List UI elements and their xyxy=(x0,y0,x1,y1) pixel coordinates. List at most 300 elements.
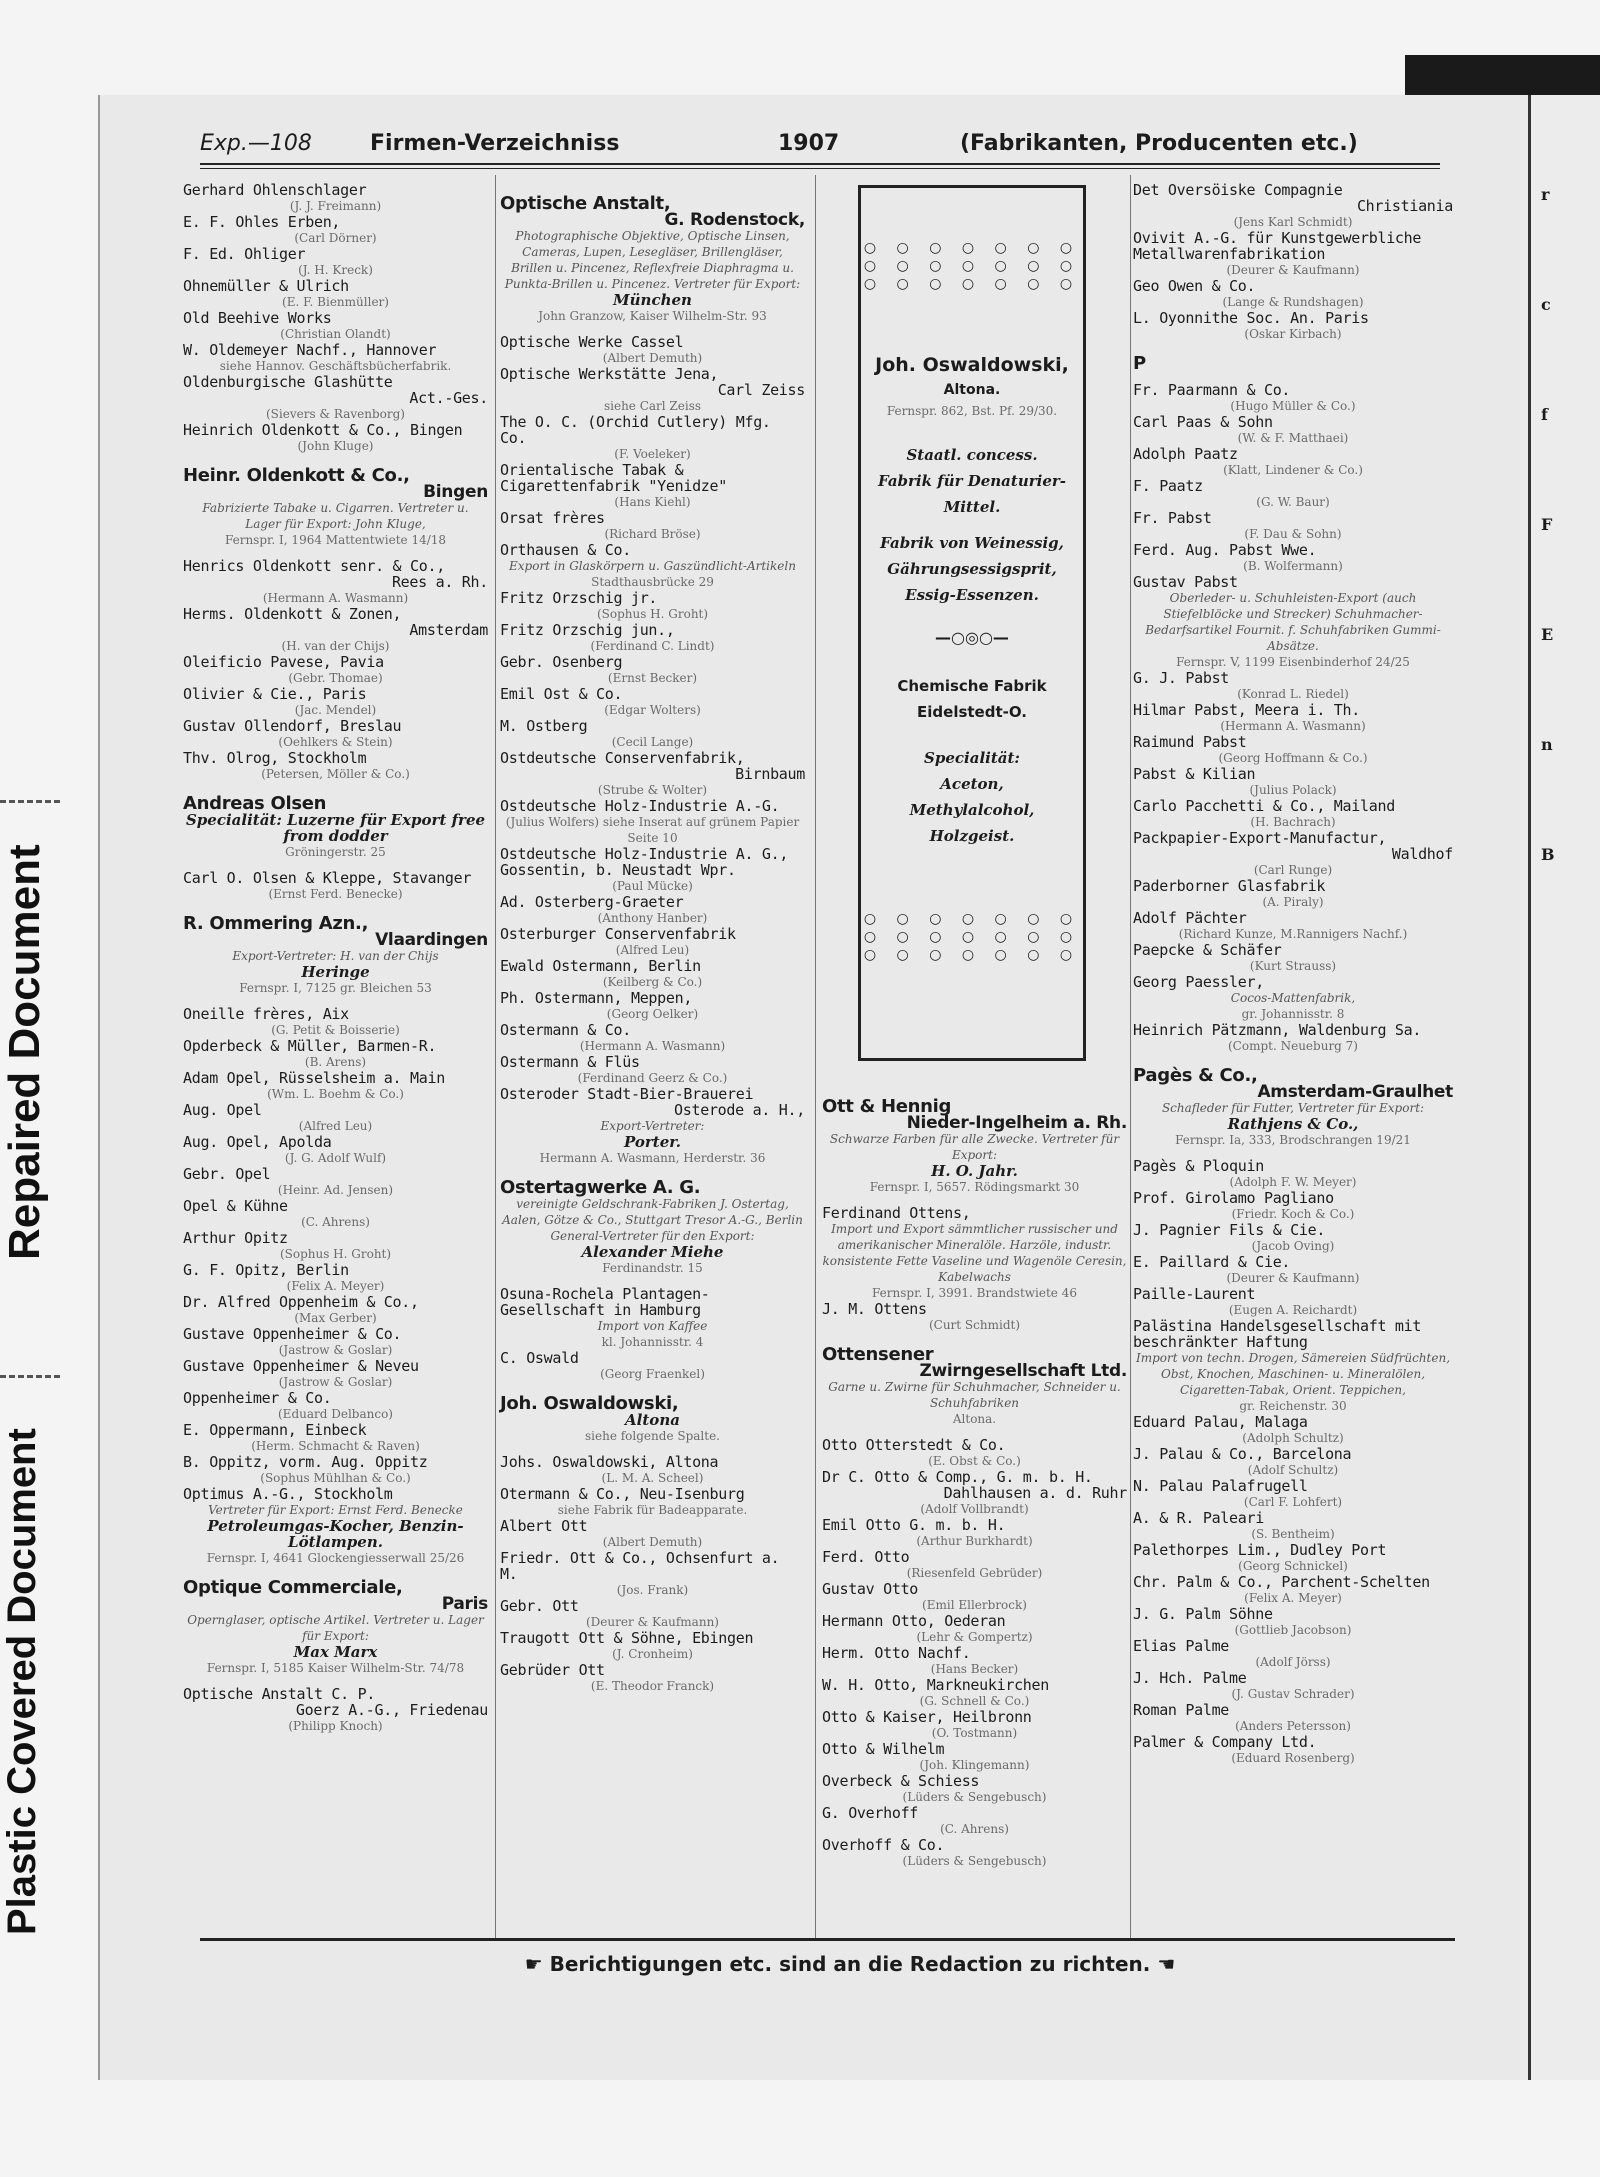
directory-entry xyxy=(500,1518,805,1550)
directory-entry xyxy=(500,366,805,414)
footer-rule xyxy=(200,1938,1455,1941)
firm-name: Ovivit A.-G. für Kunstgewerbliche Metallwarenfabrikation xyxy=(1133,229,1422,263)
firm-agent: (E. F. Bienmüller) xyxy=(282,295,389,309)
firm-name: Prof. Girolamo Pagliano xyxy=(1133,1189,1334,1207)
directory-entry xyxy=(822,1096,1127,1195)
directory-entry xyxy=(1133,1510,1453,1542)
firm-agent: (Eduard Delbanco) xyxy=(278,1407,393,1421)
firm-agent: Gröningerstr. 25 xyxy=(285,845,386,859)
firm-name: Hilmar Pabst, Meera i. Th. xyxy=(1133,701,1361,719)
firm-agent: (Hans Kiehl) xyxy=(614,495,691,509)
firm-agent: Fernspr. I, 3991. Brandstwiete 46 xyxy=(872,1286,1077,1300)
ornament-dots: ○ ○ ○ ○ ○ ○ ○ xyxy=(863,258,1081,274)
directory-entry xyxy=(183,246,488,278)
directory-entry xyxy=(822,1773,1127,1805)
ad-company-name: Joh. Oswaldowski, xyxy=(875,354,1069,376)
cut-line-bottom xyxy=(0,1375,60,1378)
cut-line-top xyxy=(0,800,60,803)
firm-name: Fr. Paarmann & Co. xyxy=(1133,381,1291,399)
firm-name: Hermann Otto, Oederan xyxy=(822,1612,1006,1630)
firm-name: Pagès & Ploquin xyxy=(1133,1157,1264,1175)
firm-name: Olivier & Cie., Paris xyxy=(183,685,367,703)
firm-agent: (Hermann A. Wasmann) xyxy=(1220,719,1366,733)
firm-agent: siehe Hannov. Geschäftsbücherfabrik. xyxy=(219,359,452,373)
firm-agent: (Anders Petersson) xyxy=(1235,1719,1351,1733)
firm-location: Bingen xyxy=(423,482,488,502)
firm-specialty: Alexander Miehe xyxy=(581,1243,724,1261)
directory-entry xyxy=(822,1344,1127,1427)
firm-description: Photographische Objektive, Optische Linsen, Cameras, Lupen, Lesegläser, Brillengläser, Brillen u. Pincenez, Reflexfreie Diaphragma u. Punkta-Brillen u. Pincenez. Vertreter für Export: xyxy=(504,229,801,291)
directory-entry xyxy=(1133,798,1453,830)
firm-agent: Hermann A. Wasmann, Herderstr. 36 xyxy=(539,1151,766,1165)
directory-entry xyxy=(1133,278,1453,310)
firm-name: J. Pagnier Fils & Cie. xyxy=(1133,1221,1326,1239)
firm-agent: (Sophus H. Groht) xyxy=(279,1247,392,1261)
directory-entry xyxy=(822,1549,1127,1581)
directory-entry xyxy=(1133,1065,1453,1148)
firm-agent: (J. H. Kreck) xyxy=(298,263,373,277)
directory-entry xyxy=(1133,414,1453,446)
firm-agent: (Ernst Becker) xyxy=(607,671,698,685)
firm-name: Oppenheimer & Co. xyxy=(183,1389,332,1407)
firm-name: Otermann & Co., Neu-Isenburg xyxy=(500,1485,745,1503)
directory-entry xyxy=(183,1166,488,1198)
firm-description: Export-Vertreter: xyxy=(600,1119,705,1133)
firm-location: Amsterdam xyxy=(409,621,488,639)
firm-location: Paris xyxy=(441,1594,488,1614)
firm-agent: (J. J. Freimann) xyxy=(289,199,382,213)
firm-agent: (Alfred Leu) xyxy=(298,1119,373,1133)
firm-name: Otto & Kaiser, Heilbronn xyxy=(822,1708,1032,1726)
firm-agent: (Sophus Mühlhan & Co.) xyxy=(260,1471,411,1485)
pointing-hand-icon: ☛ xyxy=(524,1952,550,1976)
firm-description: Vertreter für Export: Ernst Ferd. Benecke xyxy=(208,1503,463,1517)
directory-entry xyxy=(1133,1286,1453,1318)
ad-phone: Fernspr. 862, Bst. Pf. 29/30. xyxy=(886,404,1058,418)
firm-name: Ohnemüller & Ulrich xyxy=(183,277,349,295)
firm-agent: gr. Johannisstr. 8 xyxy=(1241,1007,1345,1021)
firm-name: Gustave Oppenheimer & Neveu xyxy=(183,1357,419,1375)
directory-entry xyxy=(1133,1190,1453,1222)
firm-agent: (Cecil Lange) xyxy=(611,735,694,749)
ad-line: Fabrik für Denaturier-Mittel. xyxy=(877,472,1067,516)
ad-ornament: —○◎○— xyxy=(935,628,1009,647)
firm-agent: (G. W. Baur) xyxy=(1256,495,1330,509)
firm-agent: Fernspr. Ia, 333, Brodschrangen 19/21 xyxy=(1175,1133,1411,1147)
firm-name: Georg Paessler, xyxy=(1133,973,1264,991)
directory-entry xyxy=(183,1454,488,1486)
ad-city: Altona. xyxy=(943,382,1001,398)
firm-name: G. Overhoff xyxy=(822,1804,919,1822)
directory-entry xyxy=(183,465,488,548)
firm-location: Nieder-Ingelheim a. Rh. xyxy=(906,1113,1127,1133)
ornament-dots: ○ ○ ○ ○ ○ ○ ○ xyxy=(863,929,1081,945)
firm-name: Fritz Orzschig jr. xyxy=(500,589,658,607)
firm-agent: (Adolf Jörss) xyxy=(1255,1655,1331,1669)
firm-name: Gebr. Ott xyxy=(500,1597,579,1615)
firm-agent: (Jens Karl Schmidt) xyxy=(1233,215,1353,229)
header-rule xyxy=(200,163,1440,165)
firm-name: Carl Paas & Sohn xyxy=(1133,413,1273,431)
firm-name: F. Paatz xyxy=(1133,477,1203,495)
firm-name: Fritz Orzschig jun., xyxy=(500,621,675,639)
firm-agent: (J. Cronheim) xyxy=(612,1647,693,1661)
firm-agent: (E. Theodor Franck) xyxy=(590,1679,715,1693)
directory-entry xyxy=(183,374,488,422)
section-subtitle: (Fabrikanten, Producenten etc.) xyxy=(960,131,1358,156)
ornament-dots: ○ ○ ○ ○ ○ ○ ○ xyxy=(863,276,1081,292)
directory-entry xyxy=(500,334,805,366)
directory-entry xyxy=(183,310,488,342)
directory-entry xyxy=(500,1630,805,1662)
firm-name: E. Paillard & Cie. xyxy=(1133,1253,1291,1271)
firm-name: Heinrich Pätzmann, Waldenburg Sa. xyxy=(1133,1021,1422,1039)
firm-name: Carlo Pacchetti & Co., Mailand xyxy=(1133,797,1395,815)
firm-name: Oneille frères, Aix xyxy=(183,1005,349,1023)
firm-agent: kl. Johannisstr. 4 xyxy=(601,1335,704,1349)
column-divider xyxy=(495,175,496,1940)
firm-location: Carl Zeiss xyxy=(717,381,805,399)
firm-name: Oldenburgische Glashütte xyxy=(183,373,393,391)
firm-specialty: Petroleumgas-Kocher, Benzin-Lötlampen. xyxy=(207,1517,464,1551)
directory-entry xyxy=(1133,1222,1453,1254)
firm-name: Arthur Opitz xyxy=(183,1229,288,1247)
firm-agent: (Carl F. Lohfert) xyxy=(1243,1495,1343,1509)
ornament-dots: ○ ○ ○ ○ ○ ○ ○ xyxy=(863,911,1081,927)
firm-name: Henrics Oldenkott senr. & Co., xyxy=(183,557,445,575)
firm-name: Optimus A.-G., Stockholm xyxy=(183,1485,393,1503)
firm-agent: (Max Gerber) xyxy=(294,1311,377,1325)
firm-agent: (Curt Schmidt) xyxy=(928,1318,1021,1332)
firm-name: Roman Palme xyxy=(1133,1701,1230,1719)
firm-name: Pabst & Kilian xyxy=(1133,765,1256,783)
firm-agent: (Julius Polack) xyxy=(1249,783,1337,797)
firm-agent: (Petersen, Möller & Co.) xyxy=(261,767,410,781)
directory-entry xyxy=(500,1393,805,1444)
directory-entry xyxy=(822,1837,1127,1869)
firm-agent: (O. Tostmann) xyxy=(931,1726,1018,1740)
firm-agent: (Jos. Frank) xyxy=(616,1583,689,1597)
firm-name: W. H. Otto, Markneukirchen xyxy=(822,1676,1050,1694)
firm-agent: (Carl Runge) xyxy=(1253,863,1333,877)
firm-name: Gustav Ollendorf, Breslau xyxy=(183,717,402,735)
directory-entry xyxy=(183,1134,488,1166)
firm-agent: (Deurer & Kaufmann) xyxy=(1226,263,1360,277)
firm-specialty: Rathjens & Co., xyxy=(1227,1115,1359,1133)
firm-name: Orsat frères xyxy=(500,509,605,527)
firm-agent: (Lüders & Sengebusch) xyxy=(902,1790,1047,1804)
column-divider xyxy=(815,175,816,1940)
firm-specialty: Specialität: Luzerne für Export free from dodder xyxy=(185,811,486,845)
firm-agent: (Riesenfeld Gebrüder) xyxy=(906,1566,1043,1580)
firm-agent: Fernspr. I, 5657. Rödingsmarkt 30 xyxy=(869,1180,1080,1194)
column-1 xyxy=(183,182,488,1734)
firm-agent: Stadthausbrücke 29 xyxy=(591,575,714,589)
firm-name: Ostermann & Flüs xyxy=(500,1053,640,1071)
firm-name: Thv. Olrog, Stockholm xyxy=(183,749,367,767)
directory-entry xyxy=(500,846,805,894)
firm-agent: (Jacob Oving) xyxy=(1251,1239,1335,1253)
directory-entry xyxy=(1133,1254,1453,1286)
firm-name: Pagès & Co., xyxy=(1133,1065,1258,1086)
directory-entry xyxy=(822,1645,1127,1677)
facing-page-letter: E xyxy=(1541,625,1554,644)
firm-description: Fabrizierte Tabake u. Cigarren. Vertreter u. Lager für Export: John Kluge, xyxy=(202,501,469,531)
directory-entry xyxy=(183,1422,488,1454)
firm-agent: (Adolf Vollbrandt) xyxy=(920,1502,1029,1516)
firm-agent: (Oehlkers & Stein) xyxy=(278,735,393,749)
firm-name: Ferd. Otto xyxy=(822,1548,910,1566)
directory-entry xyxy=(183,182,488,214)
firm-name: Elias Palme xyxy=(1133,1637,1230,1655)
header-rule-thin xyxy=(200,168,1440,169)
firm-location: Rees a. Rh. xyxy=(391,573,488,591)
directory-entry xyxy=(500,1022,805,1054)
firm-agent: (S. Bentheim) xyxy=(1251,1527,1335,1541)
firm-specialty: Porter. xyxy=(623,1133,681,1151)
firm-name: Overbeck & Schiess xyxy=(822,1772,980,1790)
directory-entry xyxy=(822,1709,1127,1741)
firm-agent: (Jac. Mendel) xyxy=(294,703,377,717)
firm-agent: Fernspr. I, 5185 Kaiser Wilhelm-Str. 74/78 xyxy=(206,1661,465,1675)
firm-agent: John Granzow, Kaiser Wilhelm-Str. 93 xyxy=(538,309,767,323)
firm-agent: (F. Dau & Sohn) xyxy=(1244,527,1342,541)
firm-description: Import von techn. Drogen, Sämereien Südfrüchten, Obst, Knochen, Maschinen- u. Mineralölen, Cigaretten-Tabak, Orient. Teppichen, xyxy=(1135,1351,1451,1397)
directory-entry xyxy=(183,913,488,996)
firm-description: Import und Export sämmtlicher russischer und amerikanischer Mineralöle. Harzöle, industr. konsistente Fette Vaseline und Wagenöle Ceresin, Kabelwachs xyxy=(822,1222,1127,1284)
firm-agent: (Herm. Schmacht & Raven) xyxy=(251,1439,420,1453)
firm-name: Optische Werke Cassel xyxy=(500,333,684,351)
firm-name: J. Hch. Palme xyxy=(1133,1669,1247,1687)
firm-location: Osterode a. H., xyxy=(674,1101,805,1119)
firm-name: Carl O. Olsen & Kleppe, Stavanger xyxy=(183,869,472,887)
facing-page-letter: r xyxy=(1541,185,1550,204)
firm-name: Otto Otterstedt & Co. xyxy=(822,1436,1006,1454)
directory-entry xyxy=(500,798,805,846)
firm-agent: (Eugen A. Reichardt) xyxy=(1228,1303,1358,1317)
directory-entry xyxy=(1133,702,1453,734)
firm-agent: (Strube & Wolter) xyxy=(597,783,708,797)
directory-entry xyxy=(500,1598,805,1630)
firm-agent: (Sophus H. Groht) xyxy=(596,607,709,621)
firm-name: Gustav Otto xyxy=(822,1580,919,1598)
firm-agent: (Klatt, Lindener & Co.) xyxy=(1223,463,1363,477)
firm-name: Adolf Pächter xyxy=(1133,909,1247,927)
directory-entry xyxy=(183,278,488,310)
directory-entry xyxy=(183,422,488,454)
directory-entry xyxy=(822,1805,1127,1837)
firm-agent: (Georg Schnickel) xyxy=(1238,1559,1348,1573)
firm-name: Traugott Ott & Söhne, Ebingen xyxy=(500,1629,754,1647)
firm-name: Gustav Pabst xyxy=(1133,573,1238,591)
firm-location: Amsterdam-Graulhet xyxy=(1257,1082,1453,1102)
firm-agent: (Friedr. Koch & Co.) xyxy=(1231,1207,1355,1221)
directory-entry xyxy=(822,1469,1127,1517)
directory-entry xyxy=(1133,1022,1453,1054)
directory-entry xyxy=(1133,942,1453,974)
directory-entry xyxy=(500,990,805,1022)
firm-specialty: H. O. Jahr. xyxy=(931,1162,1018,1180)
directory-entry xyxy=(500,622,805,654)
firm-agent: (G. Schnell & Co.) xyxy=(919,1694,1030,1708)
firm-agent: (W. & F. Matthaei) xyxy=(1237,431,1349,445)
firm-location: Zwirngesellschaft Ltd. xyxy=(919,1361,1127,1381)
firm-name: Ferdinand Ottens, xyxy=(822,1204,971,1222)
directory-entry xyxy=(500,1054,805,1086)
scan-corner-shadow xyxy=(1405,55,1600,95)
directory-entry xyxy=(1133,1734,1453,1766)
directory-entry xyxy=(500,654,805,686)
ad-line: Fabrik von Weinessig, xyxy=(880,534,1064,552)
firm-name: Andreas Olsen xyxy=(183,793,327,814)
directory-entry xyxy=(183,1230,488,1262)
ad-line: Gährungsessigsprit, xyxy=(887,560,1057,578)
directory-entry xyxy=(1133,766,1453,798)
firm-agent: (L. M. A. Scheel) xyxy=(601,1471,704,1485)
firm-name: Det Oversöiske Compagnie xyxy=(1133,181,1343,199)
firm-location: Goerz A.-G., Friedenau xyxy=(295,1701,488,1719)
firm-name: G. F. Opitz, Berlin xyxy=(183,1261,349,1279)
directory-entry xyxy=(1133,974,1453,1022)
ad-special: Specialität: xyxy=(924,749,1020,767)
firm-name: Aug. Opel, Apolda xyxy=(183,1133,332,1151)
firm-name: Emil Ost & Co. xyxy=(500,685,623,703)
ornament-dots: ○ ○ ○ ○ ○ ○ ○ xyxy=(863,240,1081,256)
directory-entry xyxy=(1133,182,1453,230)
firm-description: Oberleder- u. Schuhleisten-Export (auch Stiefelblöcke und Strecker) Schuhmacher-Bedarfsartikel Fournit. f. Schuhfabriken Gummi-Absätze. xyxy=(1145,591,1441,653)
firm-name: Palästina Handelsgesellschaft mit beschränkter Haftung xyxy=(1133,1317,1422,1351)
directory-entry xyxy=(1133,1478,1453,1510)
directory-entry xyxy=(183,1006,488,1038)
firm-agent: (Hermann A. Wasmann) xyxy=(262,591,409,605)
directory-entry xyxy=(183,870,488,902)
firm-agent: (Philipp Knoch) xyxy=(288,1719,383,1733)
footer-notice xyxy=(470,1952,1230,1976)
firm-agent: (Sievers & Ravenborg) xyxy=(265,407,405,421)
firm-agent: (Alfred Leu) xyxy=(615,943,690,957)
directory-entry xyxy=(822,1741,1127,1773)
firm-agent: (Adolf Schultz) xyxy=(1247,1463,1339,1477)
firm-name: Ewald Ostermann, Berlin xyxy=(500,957,701,975)
firm-agent: Fernspr. I, 4641 Glockengiesserwall 25/26 xyxy=(206,1551,465,1565)
firm-name: Palmer & Company Ltd. xyxy=(1133,1733,1317,1751)
firm-name: Adam Opel, Rüsselsheim a. Main xyxy=(183,1069,445,1087)
repaired-label: Repaired Document xyxy=(0,844,49,1260)
firm-name: Ad. Osterberg-Graeter xyxy=(500,893,684,911)
firm-agent: (J. Gustav Schrader) xyxy=(1231,1687,1355,1701)
firm-name: Orientalische Tabak & Cigarettenfabrik "Yenidze" xyxy=(500,461,728,495)
firm-name: A. & R. Paleari xyxy=(1133,1509,1264,1527)
directory-entry xyxy=(183,1070,488,1102)
directory-entry xyxy=(500,1454,805,1486)
firm-agent: Altona. xyxy=(952,1412,997,1426)
directory-entry xyxy=(822,1437,1127,1469)
firm-agent: (Julius Wolfers) siehe Inserat auf grünem Papier Seite 10 xyxy=(505,815,800,845)
firm-agent: (C. Ahrens) xyxy=(940,1822,1009,1836)
column-divider xyxy=(1130,175,1131,1940)
directory-entry xyxy=(183,1577,488,1676)
firm-description: Export-Vertreter: H. van der Chijs xyxy=(232,949,439,963)
firm-name: Ostdeutsche Holz-Industrie A. G., Gossentin, b. Neustadt Wpr. xyxy=(500,845,789,879)
firm-location: G. Rodenstock, xyxy=(664,210,805,230)
directory-entry xyxy=(500,926,805,958)
firm-name: Ostdeutsche Conservenfabrik, xyxy=(500,749,745,767)
column-2 xyxy=(500,182,805,1694)
directory-entry xyxy=(500,1350,805,1382)
firm-name: Albert Ott xyxy=(500,1517,588,1535)
directory-entry xyxy=(183,718,488,750)
firm-name: M. Ostberg xyxy=(500,717,588,735)
directory-entry xyxy=(1133,878,1453,910)
ad-line: Staatl. concess. xyxy=(906,446,1038,464)
firm-location: Christiania xyxy=(1356,197,1453,215)
directory-entry xyxy=(1133,353,1453,374)
firm-agent: (Deurer & Kaufmann) xyxy=(586,1615,719,1629)
firm-agent: (F. Voeleker) xyxy=(614,447,691,461)
firm-name: Gebrüder Ott xyxy=(500,1661,605,1679)
ad-special: Aceton, xyxy=(940,775,1004,793)
directory-entry xyxy=(1133,1542,1453,1574)
firm-name: Gerhard Ohlenschlager xyxy=(183,181,367,199)
firm-agent: (Joh. Klingemann) xyxy=(919,1758,1030,1772)
directory-entry xyxy=(822,1301,1127,1333)
firm-name: Opderbeck & Müller, Barmen-R. xyxy=(183,1037,437,1055)
firm-name: E. F. Ohles Erben, xyxy=(183,213,341,231)
directory-entry xyxy=(1133,734,1453,766)
page-ref: Exp.—108 xyxy=(200,131,312,156)
directory-entry xyxy=(183,1686,488,1734)
directory-entry xyxy=(1133,830,1453,878)
firm-agent: (Carl Dörner) xyxy=(294,231,377,245)
firm-agent: Fernspr. I, 1964 Mattentwiete 14/18 xyxy=(224,533,447,547)
firm-specialty: Altona xyxy=(625,1411,680,1429)
firm-name: Optique Commerciale, xyxy=(183,1577,403,1598)
column-3 xyxy=(822,1085,1127,1869)
firm-agent: (Georg Hoffmann & Co.) xyxy=(1218,751,1368,765)
firm-name: G. J. Pabst xyxy=(1133,669,1230,687)
directory-entry xyxy=(1133,1158,1453,1190)
directory-entry xyxy=(183,606,488,654)
firm-agent: (Ernst Ferd. Benecke) xyxy=(268,887,403,901)
directory-entry xyxy=(183,1102,488,1134)
firm-agent: (Albert Demuth) xyxy=(602,1535,703,1549)
directory-entry xyxy=(500,1177,805,1276)
directory-entry xyxy=(500,1486,805,1518)
firm-name: The O. C. (Orchid Cutlery) Mfg. Co. xyxy=(500,413,771,447)
page-header xyxy=(200,127,1440,167)
firm-name: Emil Otto G. m. b. H. xyxy=(822,1516,1006,1534)
firm-agent: (Adolph Schultz) xyxy=(1242,1431,1344,1445)
directory-entry xyxy=(500,750,805,798)
firm-agent: (Oskar Kirbach) xyxy=(1244,327,1342,341)
firm-name: Palethorpes Lim., Dudley Port xyxy=(1133,1541,1387,1559)
ad-factory: Chemische Fabrik Eidelstedt-O. xyxy=(897,677,1047,721)
firm-description: vereinigte Geldschrank-Fabriken J. Ostertag, Aalen, Götze & Co., Stuttgart Tresor A.-G., Berlin General-Vertreter für den Export: xyxy=(502,1197,803,1243)
firm-specialty: München xyxy=(613,291,692,309)
oswaldowski-advertisement xyxy=(858,185,1086,1061)
directory-entry xyxy=(500,958,805,990)
ad-special: Methylalcohol, xyxy=(909,801,1035,819)
firm-agent: (Gottlieb Jacobson) xyxy=(1234,1623,1352,1637)
firm-name: Ostertagwerke A. G. xyxy=(500,1177,701,1198)
firm-name: Dr. Alfred Oppenheim & Co., xyxy=(183,1293,419,1311)
plastic-covered-label: Plastic Covered Document xyxy=(0,1428,44,1935)
firm-name: Optische Werkstätte Jena, xyxy=(500,365,719,383)
firm-agent: (Lüders & Sengebusch) xyxy=(902,1854,1047,1868)
firm-agent: (E. Obst & Co.) xyxy=(928,1454,1021,1468)
firm-agent: (Paul Mücke) xyxy=(612,879,693,893)
firm-agent: (Eduard Rosenberg) xyxy=(1231,1751,1355,1765)
